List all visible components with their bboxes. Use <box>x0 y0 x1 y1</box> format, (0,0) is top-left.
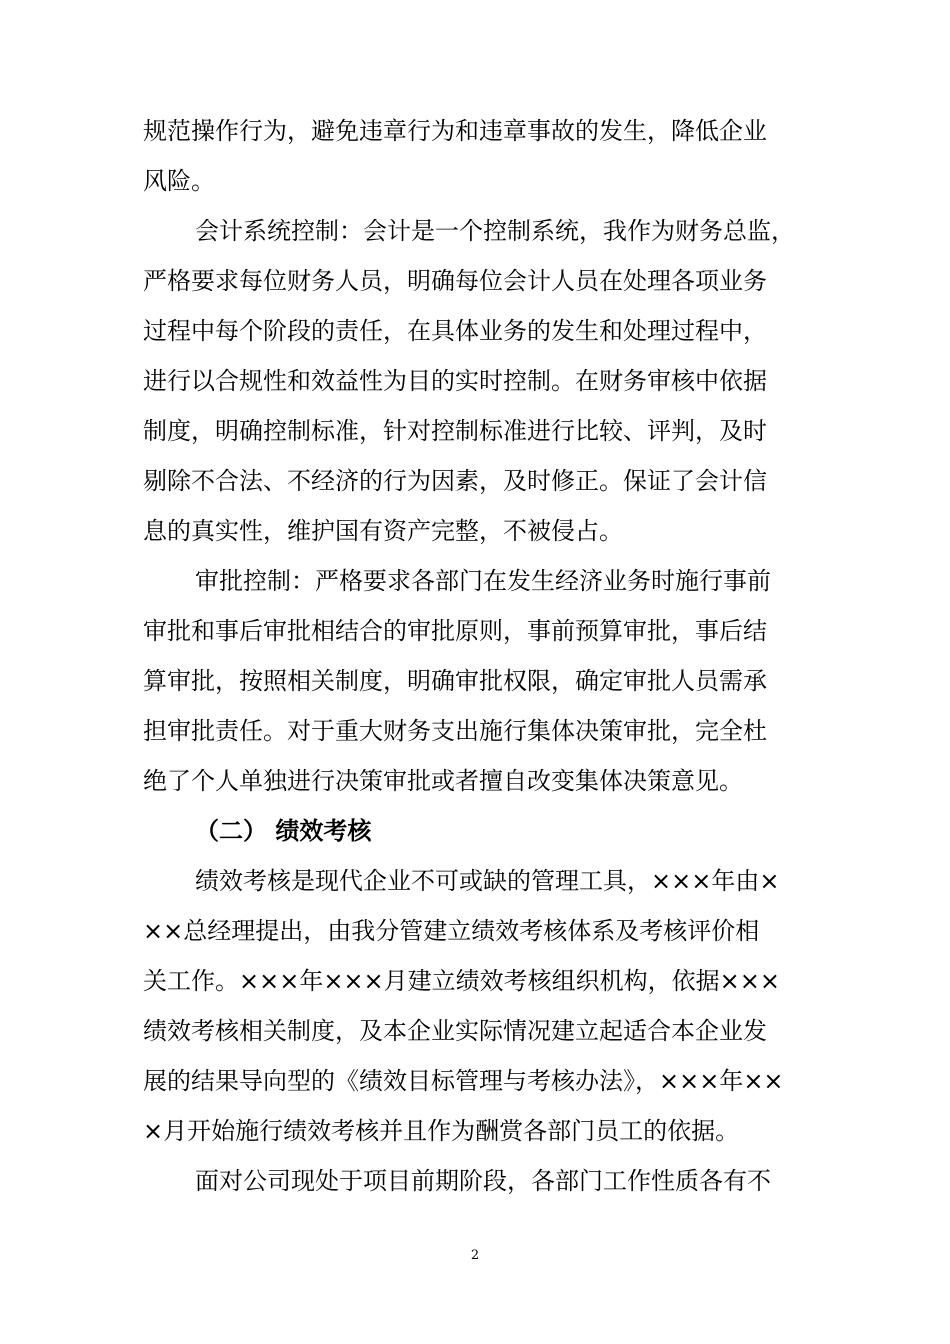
text-line: 绩效考核相关制度，及本企业实际情况建立起适合本企业发 <box>143 1017 767 1045</box>
text-line: 担审批责任。对于重大财务支出施行集体决策审批，完全杜 <box>143 717 767 745</box>
text-line: 规范操作行为，避免违章行为和违章事故的发生，降低企业 <box>143 117 767 145</box>
section-heading: （二） 绩效考核 <box>195 817 372 845</box>
text-line: ××总经理提出，由我分管建立绩效考核体系及考核评价相 <box>143 917 760 945</box>
text-line: 过程中每个阶段的责任，在具体业务的发生和处理过程中， <box>143 317 767 345</box>
text-line: 进行以合规性和效益性为目的实时控制。在财务审核中依据 <box>143 367 767 395</box>
paragraph-first-line: 绩效考核是现代企业不可或缺的管理工具，×××年由× <box>195 867 780 895</box>
text-line: 审批和事后审批相结合的审批原则，事前预算审批，事后结 <box>143 617 767 645</box>
text-line: 关工作。×××年×××月建立绩效考核组织机构，依据××× <box>143 967 780 995</box>
paragraph-first-line: 面对公司现处于项目前期阶段，各部门工作性质各有不 <box>195 1167 771 1195</box>
text-line: 风险。 <box>143 167 215 195</box>
text-line: 制度，明确控制标准，针对控制标准进行比较、评判，及时 <box>143 417 767 445</box>
paragraph-first-line: 会计系统控制：会计是一个控制系统，我作为财务总监， <box>195 217 795 245</box>
text-line: 展的结果导向型的《绩效目标管理与考核办法》，×××年×× <box>143 1067 784 1095</box>
text-line: 剔除不合法、不经济的行为因素，及时修正。保证了会计信 <box>143 467 767 495</box>
page-number: 2 <box>470 1248 480 1263</box>
text-line: 算审批，按照相关制度，明确审批权限，确定审批人员需承 <box>143 667 767 695</box>
text-line: 严格要求每位财务人员，明确每位会计人员在处理各项业务 <box>143 267 767 295</box>
text-line: 息的真实性，维护国有资产完整，不被侵占。 <box>143 517 623 545</box>
text-line: ×月开始施行绩效考核并且作为酬赏各部门员工的依据。 <box>143 1117 740 1145</box>
text-line: 绝了个人单独进行决策审批或者擅自改变集体决策意见。 <box>143 767 743 795</box>
paragraph-first-line: 审批控制：严格要求各部门在发生经济业务时施行事前 <box>195 567 771 595</box>
